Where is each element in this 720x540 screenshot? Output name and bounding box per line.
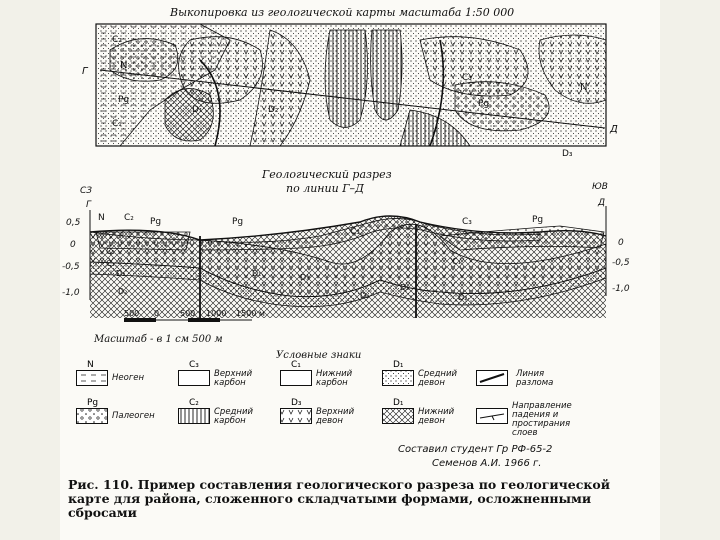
section-unit-pg-3: Pg [532,215,544,225]
scale-tick-2: 0 [154,309,160,318]
right-tick-1: 0 [618,238,624,248]
map-label-g: Г [82,66,88,77]
map-label-c1: C₁ [112,119,122,129]
scale-tick-3: 500 [180,309,196,318]
legend-label-dip: Направление падения и простирания слоев [512,401,572,438]
section-unit-d3: D₃ [116,269,126,278]
section-unit-d3-mid: D₃ [300,273,310,282]
left-tick-2: 0 [70,240,76,250]
legend-label-middle-carb: Средний карбон [214,407,254,426]
map-label-pg: Pg [118,95,130,105]
map-label-d1: D₁ [192,105,203,115]
section-unit-c1: C₁ [106,259,115,268]
section-unit-c2-left: C₂ [124,213,134,223]
scale-text: Масштаб - в 1 см 500 м [94,334,223,345]
section-title: Геологический разрез [262,168,392,181]
legend-swatch-lower-carb: C₁ [280,370,312,386]
legend-label-paleogene: Палеоген [112,411,155,421]
legend-swatch-middle-carb: C₂ [178,408,210,424]
author-line-1: Составил студент Гр РФ-65-2 [398,444,553,455]
map-label-c2: C₂ [112,35,122,45]
section-left-letter: Г [86,200,92,210]
scale-tick-5: 1500 м [236,309,265,318]
section-right-direction: ЮВ [592,182,608,192]
section-unit-d1: D₁ [252,269,262,278]
map-label-d2: D₂ [268,105,279,115]
section-unit-c3-1: C₃ [350,227,360,237]
legend-swatch-upper-carb: C₃ [178,370,210,386]
left-tick-1: 0,5 [66,218,81,228]
legend-swatch-neogene: N [76,370,108,386]
map-label-d: Д [610,124,618,135]
legend-label-upper-dev: Верхний девон [316,407,355,426]
legend-swatch-middle-dev: D₁ [382,370,414,386]
section-right-letter: Д [598,198,606,208]
section-unit-pg-2: Pg [232,217,244,227]
right-tick-2: -0,5 [612,258,630,268]
legend-label-lower-carb: Нижний карбон [316,369,353,388]
section-unit-c2-2: C₂ [106,247,115,256]
section-unit-d2-mid: D₂ [360,291,370,300]
section-subtitle: по линии Г–Д [286,182,364,195]
section-unit-c3-2: C₃ [462,217,472,227]
section-unit-c1-right: C₁ [452,257,461,266]
left-tick-3: -0,5 [62,262,80,272]
legend-swatch-paleogene: Pg [76,408,108,424]
right-tick-3: -1,0 [612,284,630,294]
section-unit-d2-right: D₂ [458,293,468,302]
map-title: Выкопировка из геологической карты масштаба 1:50 000 [170,6,515,19]
scale-tick-4: 1000 [206,309,227,318]
map-label-n: N [120,60,128,71]
left-tick-4: -1,0 [62,288,80,298]
map-label-d3: D₃ [562,149,573,159]
section-unit-pg-1: Pg [150,217,162,227]
section-unit-n: N [98,213,105,223]
legend-swatch-lower-dev: D₁ [382,408,414,424]
legend-swatch-upper-dev: D₃ [280,408,312,424]
section-unit-d2: D₂ [118,287,128,296]
legend-title: Условные знаки [276,350,362,361]
section-left-direction: СЗ [80,186,93,196]
legend-label-fault: Линия разлома [516,369,554,388]
map-label-c3: C₃ [462,73,472,83]
scale-tick-1: 500 [124,309,140,318]
legend-label-middle-dev: Средний девон [418,369,458,388]
figure-caption: Рис. 110. Пример составления геологического разреза по геологической карте для района, сложенного складчатыми формами, осложненными сбросами [68,477,610,520]
legend-label-upper-carb: Верхний карбон [214,369,253,388]
map-label-n-right: N [580,82,588,93]
author-line-2: Семенов А.И. 1966 г. [432,458,542,469]
legend-label-lower-dev: Нижний девон [418,407,455,426]
legend-label-neogene: Неоген [112,373,145,383]
map-label-pg-right: Pg [478,99,490,109]
section-unit-d1-mid: D₁ [400,283,410,292]
